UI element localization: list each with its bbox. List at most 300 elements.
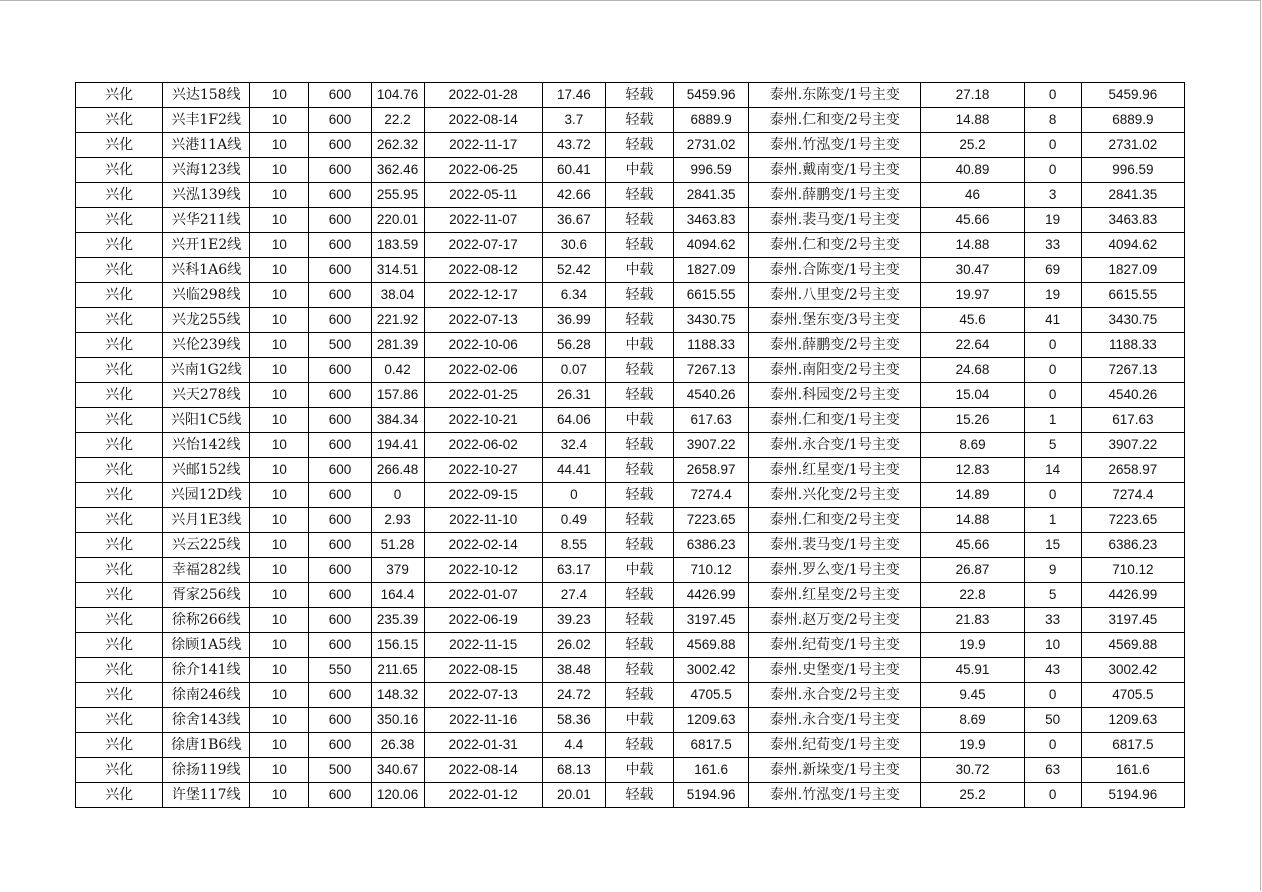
max-current-cell: 340.67 <box>371 758 424 783</box>
voltage-cell: 10 <box>250 233 309 258</box>
substation-transformer-cell: 泰州.堡东变/3号主变 <box>749 308 921 333</box>
table-row <box>76 408 1185 433</box>
date-cell: 2022-08-14 <box>424 108 542 133</box>
transformer-load-cell: 24.68 <box>921 358 1024 383</box>
count-cell: 8 <box>1024 108 1081 133</box>
available-capacity-cell: 1827.09 <box>674 258 749 283</box>
load-status-cell: 轻载 <box>605 508 673 533</box>
voltage-cell: 10 <box>250 583 309 608</box>
region-cell: 兴化 <box>76 108 163 133</box>
substation-transformer-cell: 泰州.永合变/2号主变 <box>749 683 921 708</box>
remaining-capacity-cell: 1209.63 <box>1081 708 1184 733</box>
transformer-load-cell: 12.83 <box>921 458 1024 483</box>
line-name-cell: 幸福282线 <box>163 558 250 583</box>
remaining-capacity-cell: 3463.83 <box>1081 208 1184 233</box>
substation-transformer-cell: 泰州.裴马变/1号主变 <box>749 533 921 558</box>
line-name-cell: 兴南1G2线 <box>163 358 250 383</box>
table-row <box>76 183 1185 208</box>
table-row <box>76 783 1185 808</box>
load-rate-cell: 64.06 <box>542 408 605 433</box>
load-rate-cell: 0.49 <box>542 508 605 533</box>
load-status-cell: 中载 <box>605 558 673 583</box>
transformer-load-cell: 27.18 <box>921 83 1024 108</box>
date-cell: 2022-01-31 <box>424 733 542 758</box>
transformer-load-cell: 8.69 <box>921 708 1024 733</box>
load-rate-cell: 17.46 <box>542 83 605 108</box>
date-cell: 2022-02-14 <box>424 533 542 558</box>
count-cell: 5 <box>1024 433 1081 458</box>
count-cell: 0 <box>1024 83 1081 108</box>
voltage-cell: 10 <box>250 683 309 708</box>
count-cell: 1 <box>1024 408 1081 433</box>
load-rate-cell: 36.99 <box>542 308 605 333</box>
rated-current-cell: 600 <box>309 233 371 258</box>
substation-transformer-cell: 泰州.戴南变/1号主变 <box>749 158 921 183</box>
load-rate-cell: 6.34 <box>542 283 605 308</box>
max-current-cell: 211.65 <box>371 658 424 683</box>
rated-current-cell: 600 <box>309 533 371 558</box>
line-name-cell: 兴天278线 <box>163 383 250 408</box>
available-capacity-cell: 6615.55 <box>674 283 749 308</box>
substation-transformer-cell: 泰州.南阳变/2号主变 <box>749 358 921 383</box>
transformer-load-cell: 15.04 <box>921 383 1024 408</box>
max-current-cell: 157.86 <box>371 383 424 408</box>
max-current-cell: 221.92 <box>371 308 424 333</box>
region-cell: 兴化 <box>76 158 163 183</box>
date-cell: 2022-01-28 <box>424 83 542 108</box>
rated-current-cell: 600 <box>309 158 371 183</box>
voltage-cell: 10 <box>250 733 309 758</box>
voltage-cell: 10 <box>250 633 309 658</box>
date-cell: 2022-11-15 <box>424 633 542 658</box>
load-status-cell: 中载 <box>605 758 673 783</box>
load-rate-cell: 39.23 <box>542 608 605 633</box>
rated-current-cell: 600 <box>309 708 371 733</box>
load-status-cell: 轻载 <box>605 483 673 508</box>
load-rate-cell: 0 <box>542 483 605 508</box>
load-rate-cell: 56.28 <box>542 333 605 358</box>
substation-transformer-cell: 泰州.红星变/1号主变 <box>749 458 921 483</box>
substation-transformer-cell: 泰州.兴化变/2号主变 <box>749 483 921 508</box>
available-capacity-cell: 6386.23 <box>674 533 749 558</box>
remaining-capacity-cell: 3197.45 <box>1081 608 1184 633</box>
line-name-cell: 兴华211线 <box>163 208 250 233</box>
count-cell: 0 <box>1024 358 1081 383</box>
load-status-cell: 中载 <box>605 408 673 433</box>
substation-transformer-cell: 泰州.东陈变/1号主变 <box>749 83 921 108</box>
table-row <box>76 233 1185 258</box>
transformer-load-cell: 22.8 <box>921 583 1024 608</box>
region-cell: 兴化 <box>76 683 163 708</box>
table-row <box>76 508 1185 533</box>
voltage-cell: 10 <box>250 208 309 233</box>
load-status-cell: 轻载 <box>605 183 673 208</box>
transformer-load-cell: 25.2 <box>921 783 1024 808</box>
date-cell: 2022-02-06 <box>424 358 542 383</box>
rated-current-cell: 500 <box>309 758 371 783</box>
substation-transformer-cell: 泰州.八里变/2号主变 <box>749 283 921 308</box>
max-current-cell: 384.34 <box>371 408 424 433</box>
load-status-cell: 中载 <box>605 158 673 183</box>
max-current-cell: 350.16 <box>371 708 424 733</box>
available-capacity-cell: 1209.63 <box>674 708 749 733</box>
remaining-capacity-cell: 4540.26 <box>1081 383 1184 408</box>
transformer-load-cell: 30.47 <box>921 258 1024 283</box>
region-cell: 兴化 <box>76 583 163 608</box>
region-cell: 兴化 <box>76 633 163 658</box>
max-current-cell: 262.32 <box>371 133 424 158</box>
line-name-cell: 兴邮152线 <box>163 458 250 483</box>
rated-current-cell: 600 <box>309 783 371 808</box>
voltage-cell: 10 <box>250 283 309 308</box>
voltage-cell: 10 <box>250 533 309 558</box>
rated-current-cell: 600 <box>309 508 371 533</box>
transformer-load-cell: 19.9 <box>921 633 1024 658</box>
voltage-cell: 10 <box>250 483 309 508</box>
rated-current-cell: 600 <box>309 608 371 633</box>
available-capacity-cell: 996.59 <box>674 158 749 183</box>
region-cell: 兴化 <box>76 133 163 158</box>
max-current-cell: 0.42 <box>371 358 424 383</box>
load-status-cell: 轻载 <box>605 533 673 558</box>
region-cell: 兴化 <box>76 558 163 583</box>
available-capacity-cell: 4705.5 <box>674 683 749 708</box>
count-cell: 33 <box>1024 233 1081 258</box>
available-capacity-cell: 2841.35 <box>674 183 749 208</box>
line-name-cell: 徐扬119线 <box>163 758 250 783</box>
available-capacity-cell: 1188.33 <box>674 333 749 358</box>
count-cell: 0 <box>1024 133 1081 158</box>
load-rate-cell: 24.72 <box>542 683 605 708</box>
load-rate-cell: 68.13 <box>542 758 605 783</box>
region-cell: 兴化 <box>76 408 163 433</box>
region-cell: 兴化 <box>76 83 163 108</box>
date-cell: 2022-11-07 <box>424 208 542 233</box>
max-current-cell: 156.15 <box>371 633 424 658</box>
transformer-load-cell: 45.66 <box>921 208 1024 233</box>
date-cell: 2022-11-16 <box>424 708 542 733</box>
table-body <box>76 83 1185 808</box>
line-name-cell: 兴丰1F2线 <box>163 108 250 133</box>
available-capacity-cell: 3430.75 <box>674 308 749 333</box>
substation-transformer-cell: 泰州.新垛变/1号主变 <box>749 758 921 783</box>
date-cell: 2022-10-12 <box>424 558 542 583</box>
rated-current-cell: 550 <box>309 658 371 683</box>
rated-current-cell: 600 <box>309 283 371 308</box>
count-cell: 9 <box>1024 558 1081 583</box>
region-cell: 兴化 <box>76 758 163 783</box>
rated-current-cell: 600 <box>309 483 371 508</box>
count-cell: 14 <box>1024 458 1081 483</box>
available-capacity-cell: 5194.96 <box>674 783 749 808</box>
date-cell: 2022-06-25 <box>424 158 542 183</box>
line-name-cell: 徐顾1A5线 <box>163 633 250 658</box>
transformer-load-cell: 21.83 <box>921 608 1024 633</box>
line-name-cell: 兴云225线 <box>163 533 250 558</box>
voltage-cell: 10 <box>250 383 309 408</box>
region-cell: 兴化 <box>76 483 163 508</box>
rated-current-cell: 600 <box>309 583 371 608</box>
max-current-cell: 164.4 <box>371 583 424 608</box>
transformer-load-cell: 30.72 <box>921 758 1024 783</box>
date-cell: 2022-01-12 <box>424 783 542 808</box>
load-status-cell: 轻载 <box>605 133 673 158</box>
table-row <box>76 633 1185 658</box>
max-current-cell: 38.04 <box>371 283 424 308</box>
line-name-cell: 徐南246线 <box>163 683 250 708</box>
table-row <box>76 258 1185 283</box>
count-cell: 19 <box>1024 208 1081 233</box>
max-current-cell: 104.76 <box>371 83 424 108</box>
count-cell: 0 <box>1024 733 1081 758</box>
date-cell: 2022-06-02 <box>424 433 542 458</box>
transformer-load-cell: 26.87 <box>921 558 1024 583</box>
load-status-cell: 轻载 <box>605 733 673 758</box>
substation-transformer-cell: 泰州.仁和变/2号主变 <box>749 233 921 258</box>
voltage-cell: 10 <box>250 108 309 133</box>
table-row <box>76 583 1185 608</box>
table-row <box>76 83 1185 108</box>
line-name-cell: 兴怡142线 <box>163 433 250 458</box>
load-rate-cell: 43.72 <box>542 133 605 158</box>
load-status-cell: 中载 <box>605 333 673 358</box>
transformer-load-cell: 22.64 <box>921 333 1024 358</box>
line-name-cell: 胥家256线 <box>163 583 250 608</box>
remaining-capacity-cell: 1188.33 <box>1081 333 1184 358</box>
region-cell: 兴化 <box>76 433 163 458</box>
remaining-capacity-cell: 2731.02 <box>1081 133 1184 158</box>
load-status-cell: 轻载 <box>605 233 673 258</box>
load-status-cell: 轻载 <box>605 458 673 483</box>
rated-current-cell: 600 <box>309 358 371 383</box>
load-rate-cell: 8.55 <box>542 533 605 558</box>
table-row <box>76 483 1185 508</box>
region-cell: 兴化 <box>76 658 163 683</box>
transformer-load-cell: 9.45 <box>921 683 1024 708</box>
remaining-capacity-cell: 2658.97 <box>1081 458 1184 483</box>
date-cell: 2022-12-17 <box>424 283 542 308</box>
transformer-load-cell: 14.88 <box>921 508 1024 533</box>
load-rate-cell: 60.41 <box>542 158 605 183</box>
remaining-capacity-cell: 5459.96 <box>1081 83 1184 108</box>
count-cell: 33 <box>1024 608 1081 633</box>
remaining-capacity-cell: 4569.88 <box>1081 633 1184 658</box>
count-cell: 19 <box>1024 283 1081 308</box>
max-current-cell: 362.46 <box>371 158 424 183</box>
load-rate-cell: 36.67 <box>542 208 605 233</box>
transformer-load-cell: 19.9 <box>921 733 1024 758</box>
table-row <box>76 708 1185 733</box>
load-status-cell: 轻载 <box>605 358 673 383</box>
region-cell: 兴化 <box>76 208 163 233</box>
transformer-load-cell: 19.97 <box>921 283 1024 308</box>
table-row <box>76 383 1185 408</box>
count-cell: 0 <box>1024 683 1081 708</box>
remaining-capacity-cell: 4094.62 <box>1081 233 1184 258</box>
available-capacity-cell: 4094.62 <box>674 233 749 258</box>
count-cell: 1 <box>1024 508 1081 533</box>
rated-current-cell: 600 <box>309 258 371 283</box>
feeder-load-table <box>75 82 1185 808</box>
transformer-load-cell: 40.89 <box>921 158 1024 183</box>
load-status-cell: 轻载 <box>605 608 673 633</box>
table-row <box>76 683 1185 708</box>
voltage-cell: 10 <box>250 258 309 283</box>
max-current-cell: 281.39 <box>371 333 424 358</box>
remaining-capacity-cell: 6889.9 <box>1081 108 1184 133</box>
table-row <box>76 108 1185 133</box>
load-rate-cell: 42.66 <box>542 183 605 208</box>
voltage-cell: 10 <box>250 783 309 808</box>
table-row <box>76 533 1185 558</box>
region-cell: 兴化 <box>76 283 163 308</box>
available-capacity-cell: 6817.5 <box>674 733 749 758</box>
voltage-cell: 10 <box>250 158 309 183</box>
date-cell: 2022-07-17 <box>424 233 542 258</box>
substation-transformer-cell: 泰州.纪荀变/1号主变 <box>749 633 921 658</box>
date-cell: 2022-11-10 <box>424 508 542 533</box>
table-row <box>76 208 1185 233</box>
voltage-cell: 10 <box>250 758 309 783</box>
available-capacity-cell: 4426.99 <box>674 583 749 608</box>
region-cell: 兴化 <box>76 733 163 758</box>
substation-transformer-cell: 泰州.史堡变/1号主变 <box>749 658 921 683</box>
table-row <box>76 458 1185 483</box>
substation-transformer-cell: 泰州.仁和变/1号主变 <box>749 408 921 433</box>
load-rate-cell: 38.48 <box>542 658 605 683</box>
available-capacity-cell: 4540.26 <box>674 383 749 408</box>
load-status-cell: 轻载 <box>605 783 673 808</box>
count-cell: 5 <box>1024 583 1081 608</box>
remaining-capacity-cell: 6615.55 <box>1081 283 1184 308</box>
voltage-cell: 10 <box>250 408 309 433</box>
line-name-cell: 兴达158线 <box>163 83 250 108</box>
transformer-load-cell: 14.89 <box>921 483 1024 508</box>
rated-current-cell: 600 <box>309 683 371 708</box>
max-current-cell: 235.39 <box>371 608 424 633</box>
region-cell: 兴化 <box>76 308 163 333</box>
rated-current-cell: 600 <box>309 308 371 333</box>
region-cell: 兴化 <box>76 183 163 208</box>
table-row <box>76 133 1185 158</box>
remaining-capacity-cell: 4705.5 <box>1081 683 1184 708</box>
line-name-cell: 徐舍143线 <box>163 708 250 733</box>
transformer-load-cell: 45.6 <box>921 308 1024 333</box>
line-name-cell: 徐介141线 <box>163 658 250 683</box>
voltage-cell: 10 <box>250 358 309 383</box>
date-cell: 2022-10-21 <box>424 408 542 433</box>
load-status-cell: 轻载 <box>605 83 673 108</box>
date-cell: 2022-08-14 <box>424 758 542 783</box>
remaining-capacity-cell: 3907.22 <box>1081 433 1184 458</box>
rated-current-cell: 600 <box>309 208 371 233</box>
date-cell: 2022-10-27 <box>424 458 542 483</box>
max-current-cell: 2.93 <box>371 508 424 533</box>
max-current-cell: 194.41 <box>371 433 424 458</box>
count-cell: 0 <box>1024 383 1081 408</box>
date-cell: 2022-10-06 <box>424 333 542 358</box>
max-current-cell: 314.51 <box>371 258 424 283</box>
available-capacity-cell: 617.63 <box>674 408 749 433</box>
available-capacity-cell: 161.6 <box>674 758 749 783</box>
region-cell: 兴化 <box>76 333 163 358</box>
load-status-cell: 轻载 <box>605 383 673 408</box>
available-capacity-cell: 2658.97 <box>674 458 749 483</box>
rated-current-cell: 600 <box>309 458 371 483</box>
count-cell: 41 <box>1024 308 1081 333</box>
voltage-cell: 10 <box>250 658 309 683</box>
count-cell: 0 <box>1024 158 1081 183</box>
substation-transformer-cell: 泰州.科园变/2号主变 <box>749 383 921 408</box>
remaining-capacity-cell: 7274.4 <box>1081 483 1184 508</box>
substation-transformer-cell: 泰州.罗么变/1号主变 <box>749 558 921 583</box>
voltage-cell: 10 <box>250 458 309 483</box>
line-name-cell: 兴港11A线 <box>163 133 250 158</box>
line-name-cell: 徐唐1B6线 <box>163 733 250 758</box>
line-name-cell: 兴阳1C5线 <box>163 408 250 433</box>
remaining-capacity-cell: 6817.5 <box>1081 733 1184 758</box>
rated-current-cell: 600 <box>309 633 371 658</box>
load-rate-cell: 63.17 <box>542 558 605 583</box>
rated-current-cell: 500 <box>309 333 371 358</box>
max-current-cell: 120.06 <box>371 783 424 808</box>
line-name-cell: 徐称266线 <box>163 608 250 633</box>
load-status-cell: 轻载 <box>605 108 673 133</box>
voltage-cell: 10 <box>250 608 309 633</box>
line-name-cell: 兴月1E3线 <box>163 508 250 533</box>
region-cell: 兴化 <box>76 258 163 283</box>
region-cell: 兴化 <box>76 383 163 408</box>
remaining-capacity-cell: 6386.23 <box>1081 533 1184 558</box>
count-cell: 3 <box>1024 183 1081 208</box>
remaining-capacity-cell: 996.59 <box>1081 158 1184 183</box>
remaining-capacity-cell: 7267.13 <box>1081 358 1184 383</box>
rated-current-cell: 600 <box>309 408 371 433</box>
voltage-cell: 10 <box>250 333 309 358</box>
remaining-capacity-cell: 1827.09 <box>1081 258 1184 283</box>
voltage-cell: 10 <box>250 133 309 158</box>
available-capacity-cell: 3463.83 <box>674 208 749 233</box>
transformer-load-cell: 15.26 <box>921 408 1024 433</box>
rated-current-cell: 600 <box>309 83 371 108</box>
date-cell: 2022-07-13 <box>424 308 542 333</box>
table-row <box>76 758 1185 783</box>
date-cell: 2022-01-07 <box>424 583 542 608</box>
region-cell: 兴化 <box>76 708 163 733</box>
date-cell: 2022-06-19 <box>424 608 542 633</box>
load-rate-cell: 3.7 <box>542 108 605 133</box>
line-name-cell: 许堡117线 <box>163 783 250 808</box>
available-capacity-cell: 7267.13 <box>674 358 749 383</box>
available-capacity-cell: 3002.42 <box>674 658 749 683</box>
available-capacity-cell: 4569.88 <box>674 633 749 658</box>
rated-current-cell: 600 <box>309 733 371 758</box>
transformer-load-cell: 14.88 <box>921 233 1024 258</box>
substation-transformer-cell: 泰州.仁和变/2号主变 <box>749 508 921 533</box>
remaining-capacity-cell: 5194.96 <box>1081 783 1184 808</box>
substation-transformer-cell: 泰州.薛鹏变/2号主变 <box>749 333 921 358</box>
date-cell: 2022-05-11 <box>424 183 542 208</box>
available-capacity-cell: 3907.22 <box>674 433 749 458</box>
remaining-capacity-cell: 710.12 <box>1081 558 1184 583</box>
available-capacity-cell: 6889.9 <box>674 108 749 133</box>
remaining-capacity-cell: 4426.99 <box>1081 583 1184 608</box>
count-cell: 15 <box>1024 533 1081 558</box>
max-current-cell: 148.32 <box>371 683 424 708</box>
date-cell: 2022-07-13 <box>424 683 542 708</box>
voltage-cell: 10 <box>250 558 309 583</box>
load-rate-cell: 58.36 <box>542 708 605 733</box>
